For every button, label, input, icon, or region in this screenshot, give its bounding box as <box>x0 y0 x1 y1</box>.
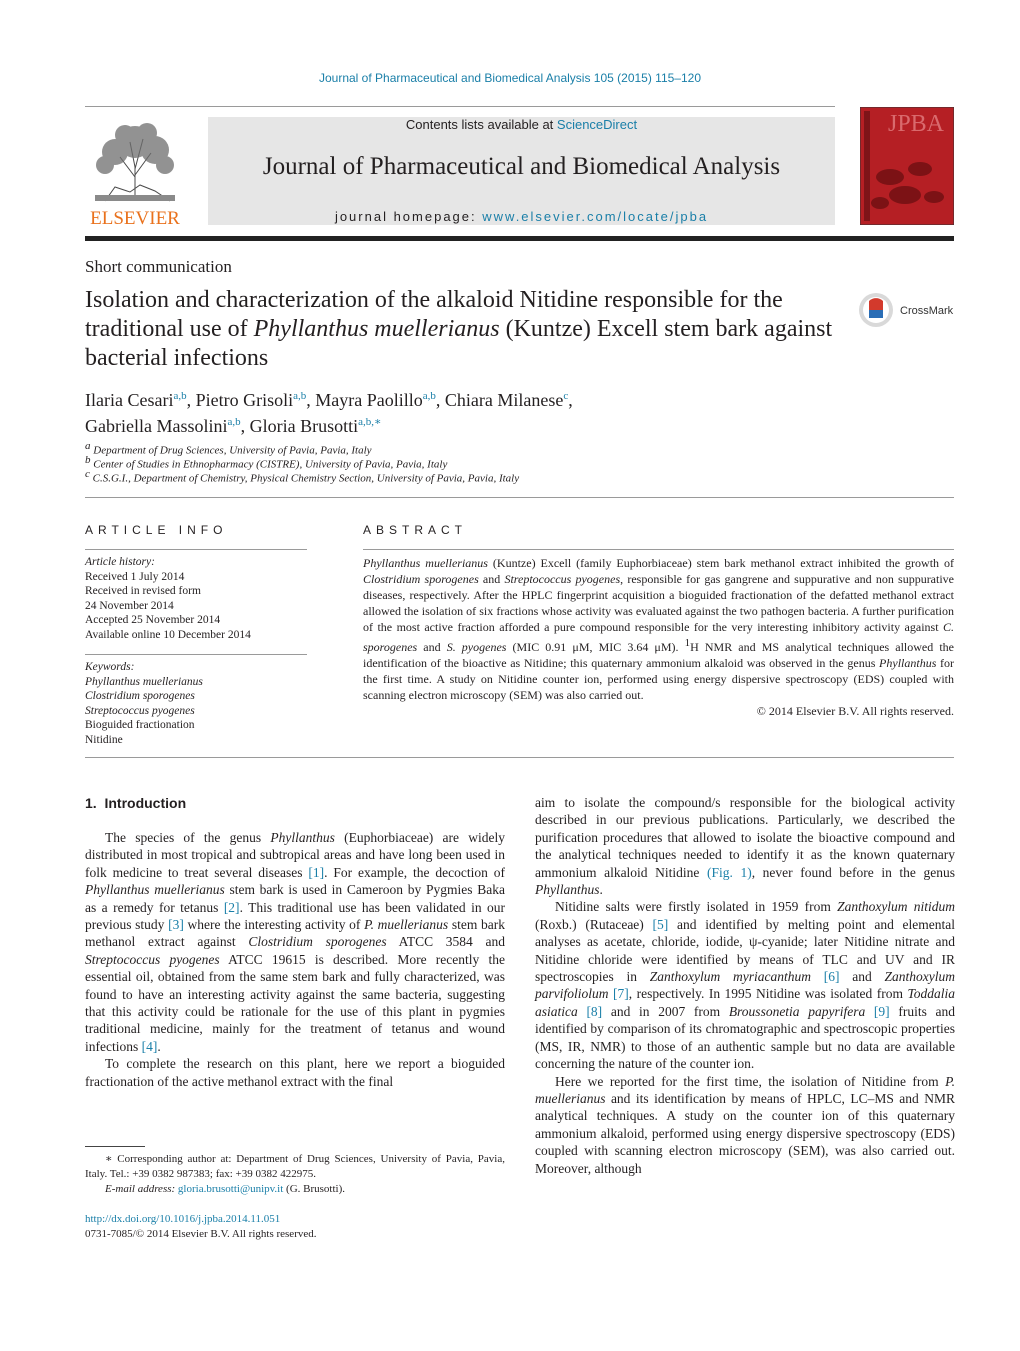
journal-cover[interactable] <box>860 107 954 225</box>
crossmark-icon <box>858 292 958 328</box>
doi-block <box>85 1212 317 1242</box>
author-name[interactable]: Gloria Brusotti <box>249 416 359 436</box>
abstract-copyright: © 2014 Elsevier B.V. All rights reserved. <box>756 704 954 718</box>
footnote-corresponding: ∗ Corresponding author at: Department of Drug Sciences, University of Pavia, Pavia, Italy. Tel.: +39 0382 987383; fax: +39 0382 422975. <box>85 1153 505 1180</box>
keyword-item: Phyllanthus muellerianus <box>85 675 203 688</box>
history-item: Accepted 25 November 2014 <box>85 614 221 626</box>
affiliation-a: $^a$ Department of Drug Sciences, University of Pavia, Pavia, Italy <box>85 440 372 457</box>
article-history <box>85 555 307 642</box>
abstract-rule <box>363 549 954 550</box>
keywords-rule <box>85 654 307 655</box>
keyword-item: Streptococcus pyogenes <box>85 704 195 717</box>
author-name[interactable]: Mayra Paolillo <box>315 390 423 410</box>
article-type: Short communication <box>85 257 232 276</box>
title-part1: Isolation and characterization of the alkaloid Nitidine responsible for the traditional use of <box>85 287 783 342</box>
history-item: Available online 10 December 2014 <box>85 628 251 641</box>
contents-prefix: Contents lists available at <box>405 117 557 132</box>
affiliation-c: $^c$ C.S.G.I., Department of Chemistry, Physical Chemistry Section, University of Pavia, Pavia, Italy <box>85 468 520 485</box>
keywords <box>85 660 307 747</box>
history-item: Received in revised form <box>85 585 201 597</box>
title-part2: (Kuntze) Excell stem bark against bacterial infections <box>85 316 833 371</box>
cover-title: JPBA <box>887 111 945 137</box>
author-affiliation-marks[interactable]: a,b <box>173 390 187 402</box>
journal-name: Journal of Pharmaceutical and Biomedical Analysis <box>262 153 781 180</box>
contents-line <box>208 117 835 132</box>
crossmark-badge[interactable] <box>858 292 958 328</box>
paragraph: aim to isolate the compound/s responsible for the biological activity described in our previous publications. Particularly, we described the purification procedures that allowed to isolate the bioactive compound and the analytical techniques needed to identify it as the known quaternary ammonium alkaloid Nitidine (Fig. 1), never found before in the genus Phyllanthus. <box>535 795 956 898</box>
abstract-text <box>363 555 954 719</box>
history-item: 24 November 2014 <box>85 599 174 612</box>
homepage-line <box>208 209 835 224</box>
article-info-heading: ARTICLE INFO <box>85 523 228 537</box>
footnote-rule <box>85 1146 145 1147</box>
section-heading-introduction: 1. Introduction <box>85 795 187 811</box>
sciencedirect-link[interactable]: ScienceDirect <box>556 117 638 132</box>
keyword-item: Clostridium sporogenes <box>85 690 195 702</box>
author-affiliation-marks[interactable]: a,b <box>422 390 436 402</box>
body-column-left <box>85 829 505 1090</box>
journal-cover-image <box>860 107 954 225</box>
affiliation-b: $^b$ Center of Studies in Ethnopharmacy (CISTRE), University of Pavia, Pavia, Italy <box>85 454 448 471</box>
affiliations-rule <box>85 497 954 498</box>
history-label: Article history: <box>85 556 155 568</box>
header-thick-rule <box>85 236 954 241</box>
issn-line: 0731-7085/© 2014 Elsevier B.V. All rights reserved. <box>85 1228 317 1240</box>
homepage-link[interactable]: www.elsevier.com/locate/jpba <box>482 209 709 224</box>
author-affiliation-marks[interactable]: a,b,∗ <box>358 416 382 428</box>
keyword-item: Bioguided fractionation <box>85 719 195 731</box>
email-label: E-mail address: <box>105 1183 176 1195</box>
keyword-item: Nitidine <box>85 733 123 746</box>
author-affiliation-marks[interactable]: a,b <box>227 416 241 428</box>
corresponding-author-footnote <box>85 1152 505 1197</box>
paragraph: The species of the genus Phyllanthus (Euphorbiaceae) are widely distributed in most tropical and subtropical areas and have long been used in folk medicine to treat several diseases [1]. For example, the decoction of Phyllanthus muellerianus stem bark is used in Cameroon by Pygmies Baka as a remedy for tetanus [2]. This traditional use has been validated in our previous study [3] where the interesting activity of P. muellerianus stem bark methanol extract against Clostridium sporogenes ATCC 3584 and Streptococcus pyogenes ATCC 19615 is described. More recently the essential oil, obtained from the same stem bark and fully characterized, was found to have an interesting activity against the same bacteria, suggesting that this activity could be rationale for the use of this plant in pygmies traditional medicine, mainly for the treatment of tetanus and wound infections [4]. <box>85 830 506 1054</box>
homepage-prefix: journal homepage: <box>334 209 483 224</box>
journal-citation[interactable]: Journal of Pharmaceutical and Biomedical Analysis 105 (2015) 115–120 <box>318 71 701 85</box>
elsevier-tree-icon <box>85 117 185 227</box>
top-rule <box>85 106 835 107</box>
abstract-body: Phyllanthus muellerianus (Kuntze) Excell (family Euphorbiaceae) stem bark methanol extract inhibited the growth of Clostridium sporogenes and Streptococcus pyogenes, responsible for gas gangrene and suppurative and non suppurative diseases, respectively. After the HPLC fingerprint acquisition a bioguided fractionation of the defatted methanol extract allowed the isolation of six fractions whose activity was evaluated against the two pathogen bacteria. A further purification of the most active fraction afforded a pure compound responsible for the very interesting inhibitory activity against C. sporogenes and S. pyogenes (MIC 0.91 μM, MIC 3.64 μM). $^1$H NMR and MS analytical techniques allowed the identification of the bioactive as Nitidine; this quaternary ammonium alkaloid was observed in the genus Phyllanthus for the first time. A study on Nitidine counter ion, performed using energy dispersive spectroscopy (EDS) coupled with scanning electron microscopy (SEM) was also carried out. <box>363 556 955 702</box>
abstract-heading: ABSTRACT <box>363 523 468 537</box>
author-affiliation-marks[interactable]: c <box>563 390 569 402</box>
paragraph: Nitidine salts were firstly isolated in 1959 from Zanthoxylum nitidum (Roxb.) (Rutaceae) [5] and identified by melting point and elemental analyses as acetate, chloride, iodide, ψ-cyanide; later Nitidine nitrate and Nitidine chloride were identified by means of TLC and UV and IR spectroscopies in Zanthoxylum myriacanthum [6] and Zanthoxylum parvifoliolum [7], respectively. In 1995 Nitidine was isolated from Toddalia asiatica [8] and in 2007 from Broussonetia papyrifera [9] fruits and identified by comparison of its chromatographic and spectroscopic properties (MS, IR, NMR) to those of an authentic sample but no data are available concerning the nature of the counter ion. <box>535 899 956 1072</box>
author-name[interactable]: Gabriella Massolini <box>85 416 228 436</box>
author-name[interactable]: Pietro Grisoli <box>195 390 294 410</box>
author-name[interactable]: Ilaria Cesari <box>85 390 174 410</box>
keywords-label: Keywords: <box>85 661 135 673</box>
article-info-rule <box>85 549 307 550</box>
email-link[interactable]: gloria.brusotti@unipv.it <box>177 1183 284 1195</box>
title-species: Phyllanthus muellerianus <box>253 316 500 342</box>
history-item: Received 1 July 2014 <box>85 570 185 583</box>
elsevier-logo[interactable] <box>85 117 185 227</box>
abstract-bottom-rule <box>85 757 954 758</box>
author-list: Ilaria Cesari$^{a,b}$, Pietro Grisoli$^{a,b}$, Mayra Paolillo$^{a,b}$, Chiara Milanese$^c$, Gabriella Massolini$^{a,b}$, Gloria Brusotti$^{a,b,∗}$ <box>85 390 573 436</box>
doi-link[interactable]: http://dx.doi.org/10.1016/j.jpba.2014.11.051 <box>85 1213 281 1225</box>
paragraph: Here we reported for the first time, the isolation of Nitidine from P. muellerianus and its identification by means of HPLC, LC–MS and NMR analytical techniques. A study on the counter ion of this quaternary ammonium alkaloid, performed using energy dispersive spectroscopy (EDS) coupled with scanning electron microscopy (SEM), was also carried out. Moreover, although <box>535 1073 955 1176</box>
crossmark-label: CrossMark <box>900 305 954 317</box>
author-affiliation-marks[interactable]: a,b <box>293 390 307 402</box>
article-title <box>85 286 845 373</box>
email-suffix: (G. Brusotti). <box>286 1183 346 1195</box>
author-name[interactable]: Chiara Milanese <box>444 390 564 410</box>
paragraph: To complete the research on this plant, here we report a bioguided fractionation of the active methanol extract with the final <box>85 1056 505 1089</box>
elsevier-wordmark: ELSEVIER <box>90 208 180 227</box>
body-column-right <box>535 794 955 1177</box>
